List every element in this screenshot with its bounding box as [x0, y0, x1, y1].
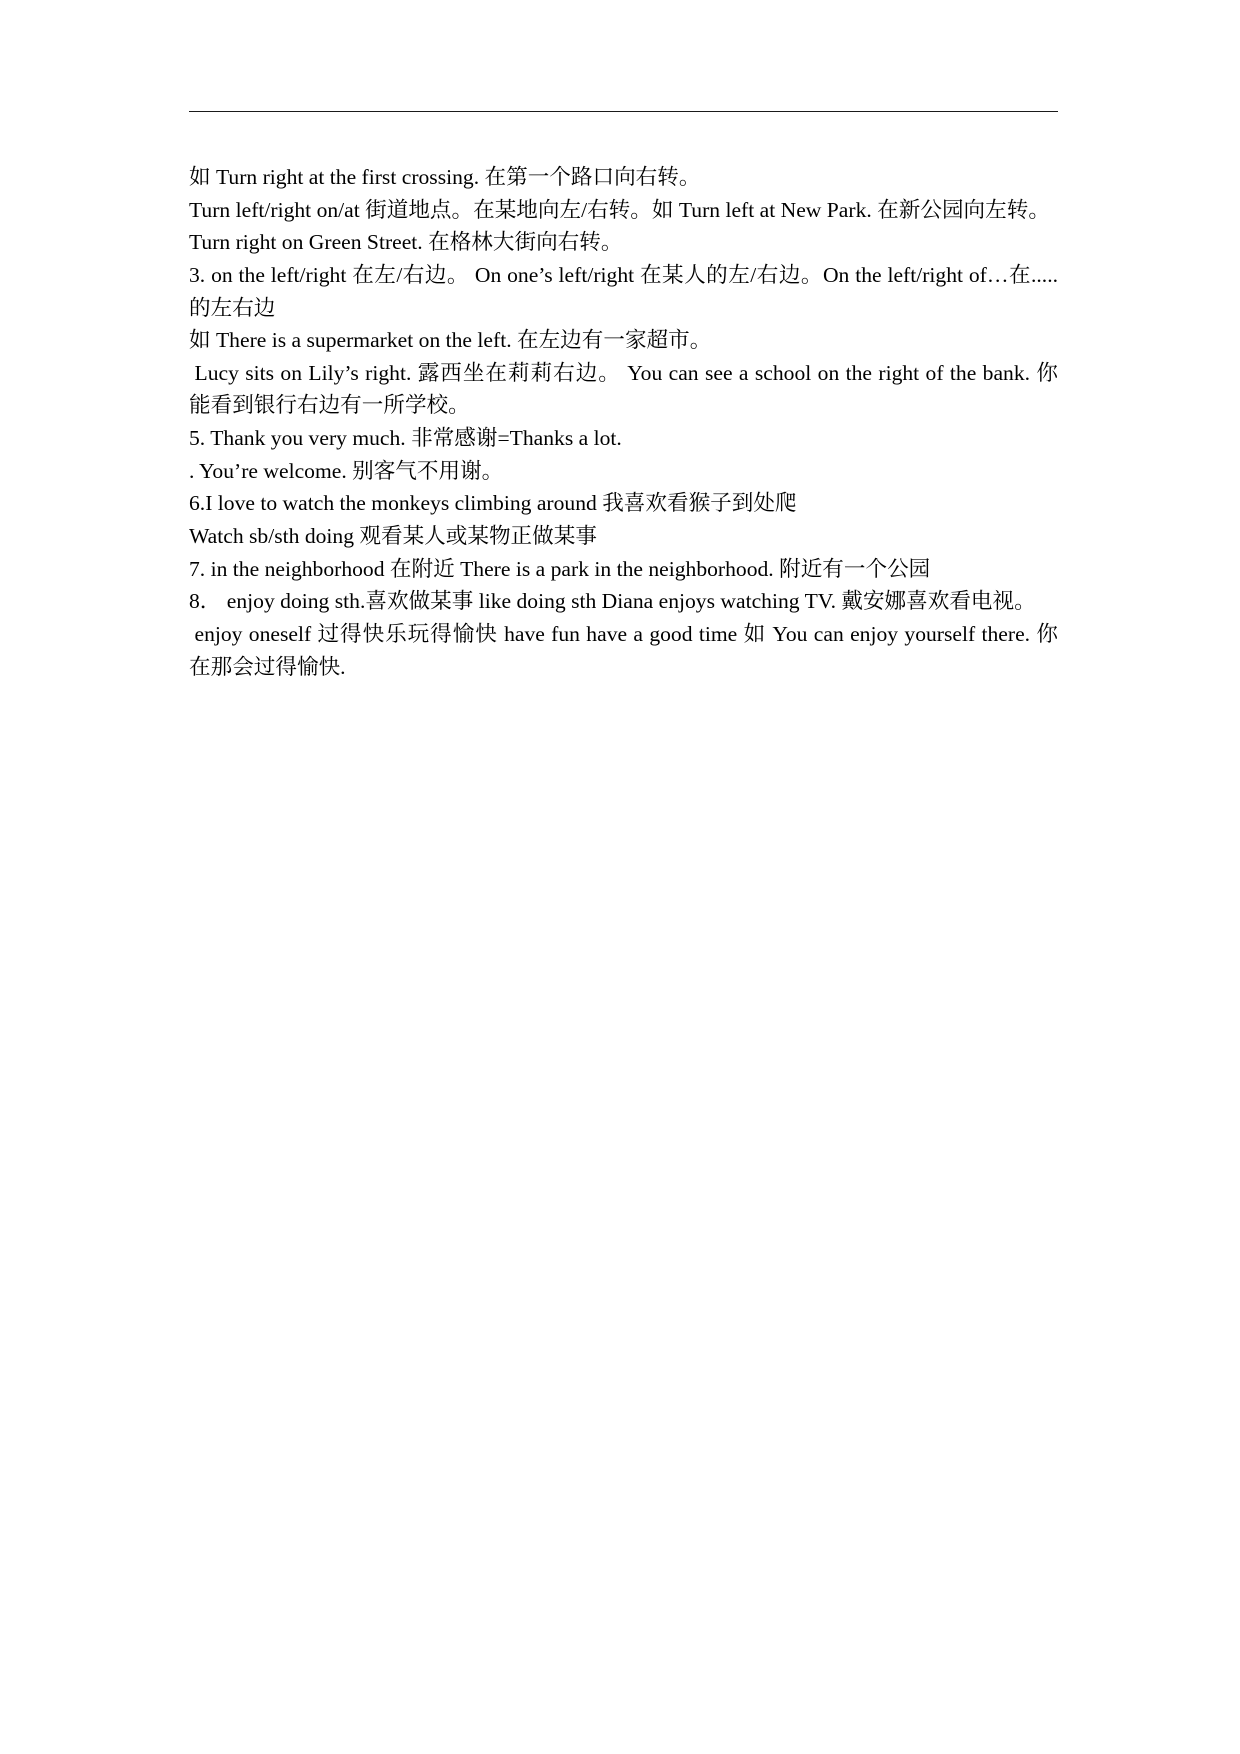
paragraph — [189, 422, 1058, 455]
text-line: 在那会过得愉快. — [189, 654, 346, 679]
paragraph — [189, 259, 1058, 324]
paragraph — [189, 161, 1058, 194]
paragraph — [189, 618, 1058, 683]
paragraph — [189, 553, 1058, 586]
text-line: 7. in the neighborhood 在附近 There is a park in the neighborhood. 附近有一个公园 — [189, 556, 931, 581]
paragraph — [189, 487, 1058, 520]
paragraph — [189, 324, 1058, 357]
text-line: 8． enjoy doing sth.喜欢做某事 like doing sth Diana enjoys watching TV. 戴安娜喜欢看电视。 — [189, 589, 1036, 614]
text-line: Turn left/right on/at 街道地点。在某地向左/右转。如 Turn left at New Park. 在新公园向左转。 — [189, 197, 1050, 222]
paragraph — [189, 585, 1058, 618]
text-line: 3. on the left/right 在左/右边。 On one’s left/right 在某人的左/右边。On the left/right of…在..... — [189, 262, 1058, 287]
text-line: 能看到银行右边有一所学校。 — [189, 393, 470, 418]
text-line: 5. Thank you very much. 非常感谢=Thanks a lot. — [189, 426, 622, 451]
document-body — [189, 161, 1058, 683]
text-line: 的左右边 — [189, 295, 276, 320]
paragraph — [189, 455, 1058, 488]
paragraph — [189, 226, 1058, 259]
text-line: . You’re welcome. 别客气不用谢。 — [189, 458, 504, 483]
header-rule — [189, 111, 1058, 112]
text-line: 如 Turn right at the first crossing. 在第一个路口向右转。 — [189, 165, 701, 189]
text-line: enjoy oneself 过得快乐玩得愉快 have fun have a good time 如 You can enjoy yourself there. 你 — [194, 621, 1058, 646]
paragraph — [189, 194, 1058, 227]
text-line: 6.I love to watch the monkeys climbing around 我喜欢看猴子到处爬 — [189, 491, 797, 516]
text-line: Lucy sits on Lily’s right. 露西坐在莉莉右边。 You can see a school on the right of the bank. 你 — [194, 360, 1058, 385]
paragraph — [189, 357, 1058, 422]
text-line: 如 There is a supermarket on the left. 在左边有一家超市。 — [189, 328, 712, 353]
text-line: Watch sb/sth doing 观看某人或某物正做某事 — [189, 524, 597, 549]
text-line: Turn right on Green Street. 在格林大街向右转。 — [189, 230, 623, 255]
paragraph — [189, 520, 1058, 553]
